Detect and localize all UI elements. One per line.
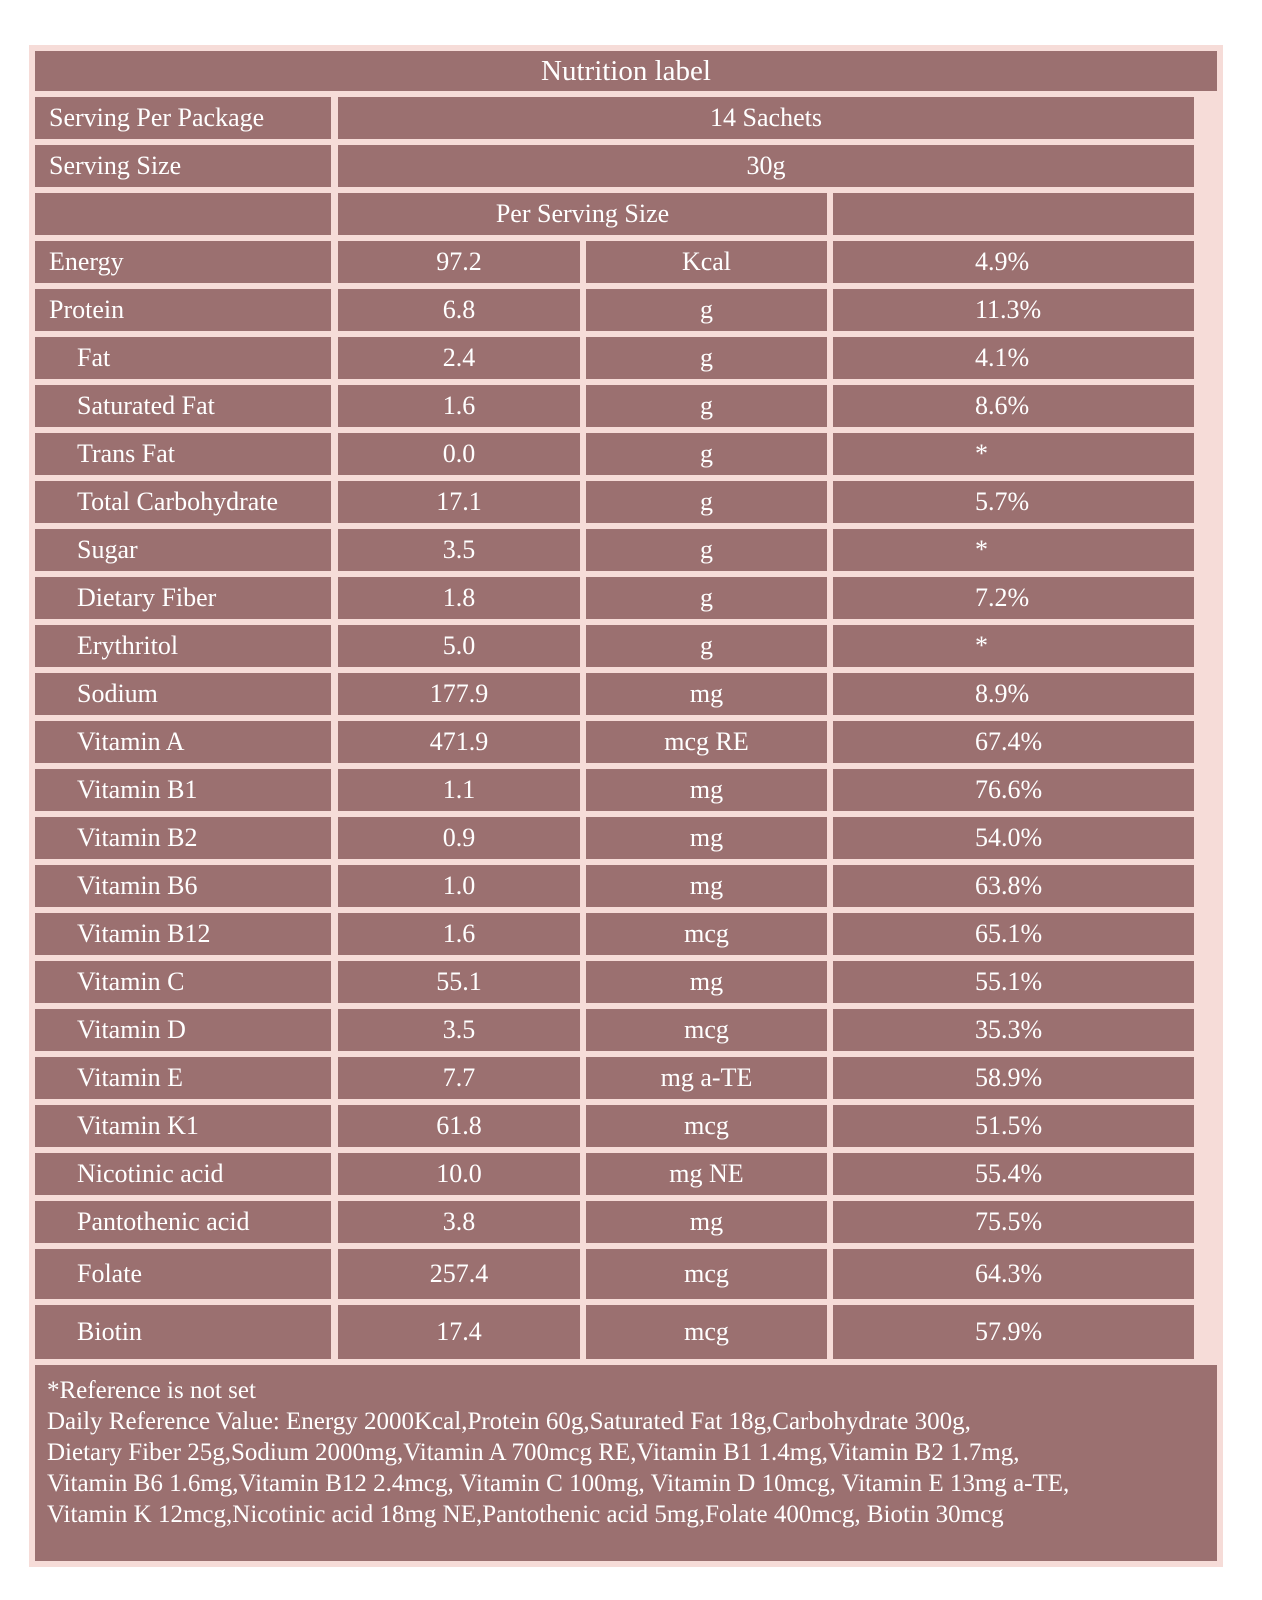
nutrient-daily-value: 5.7% <box>833 481 1194 523</box>
nutrient-amount: 61.8 <box>338 1105 580 1147</box>
nutrient-daily-value: 11.3% <box>833 289 1194 331</box>
nutrient-amount: 10.0 <box>338 1153 580 1195</box>
nutrient-amount: 55.1 <box>338 961 580 1003</box>
nutrient-amount: 7.7 <box>338 1057 580 1099</box>
nutrient-name: Energy <box>35 241 331 283</box>
nutrient-daily-value: * <box>833 529 1194 571</box>
nutrient-name: Dietary Fiber <box>35 577 331 619</box>
footnote-line: Vitamin B6 1.6mg,Vitamin B12 2.4mcg, Vitamin C 100mg, Vitamin D 10mcg, Vitamin E 13mg a-TE, <box>47 1470 1070 1497</box>
nutrient-name: Pantothenic acid <box>35 1201 331 1243</box>
nutrient-unit: mg <box>586 961 827 1003</box>
nutrient-unit: g <box>586 577 827 619</box>
nutrient-name: Vitamin B12 <box>35 913 331 955</box>
nutrient-daily-value: 54.0% <box>833 817 1194 859</box>
nutrient-daily-value: 57.9% <box>833 1305 1194 1359</box>
nutrient-amount: 3.8 <box>338 1201 580 1243</box>
nutrient-name: Fat <box>35 337 331 379</box>
per-serving-header: Per Serving Size <box>338 193 827 235</box>
label-title: Nutrition label <box>35 51 1217 91</box>
nutrient-name: Vitamin K1 <box>35 1105 331 1147</box>
header-dv-cell <box>833 193 1194 235</box>
nutrient-daily-value: 75.5% <box>833 1201 1194 1243</box>
nutrient-daily-value: 8.9% <box>833 673 1194 715</box>
nutrient-amount: 17.4 <box>338 1305 580 1359</box>
footnote-reference-note: *Reference is not set <box>47 1377 256 1404</box>
nutrient-daily-value: 55.4% <box>833 1153 1194 1195</box>
nutrient-amount: 257.4 <box>338 1249 580 1299</box>
nutrient-amount: 0.9 <box>338 817 580 859</box>
nutrient-daily-value: 7.2% <box>833 577 1194 619</box>
nutrient-unit: mcg <box>586 1105 827 1147</box>
nutrient-unit: mg <box>586 673 827 715</box>
nutrient-name: Protein <box>35 289 331 331</box>
nutrient-unit: mcg <box>586 1249 827 1299</box>
nutrient-daily-value: 58.9% <box>833 1057 1194 1099</box>
nutrient-unit: g <box>586 529 827 571</box>
nutrient-name: Sugar <box>35 529 331 571</box>
nutrient-unit: mg <box>586 817 827 859</box>
nutrient-amount: 3.5 <box>338 1009 580 1051</box>
nutrient-amount: 3.5 <box>338 529 580 571</box>
nutrient-unit: mg a-TE <box>586 1057 827 1099</box>
nutrient-amount: 6.8 <box>338 289 580 331</box>
nutrient-name: Vitamin A <box>35 721 331 763</box>
nutrient-unit: mg <box>586 769 827 811</box>
serving-per-package-value: 14 Sachets <box>338 97 1194 139</box>
nutrient-amount: 177.9 <box>338 673 580 715</box>
nutrient-unit: g <box>586 337 827 379</box>
nutrient-amount: 1.8 <box>338 577 580 619</box>
nutrient-amount: 1.6 <box>338 913 580 955</box>
nutrient-daily-value: 8.6% <box>833 385 1194 427</box>
nutrient-daily-value: * <box>833 433 1194 475</box>
nutrient-name: Vitamin B6 <box>35 865 331 907</box>
nutrient-name: Biotin <box>35 1305 331 1359</box>
nutrient-daily-value: 55.1% <box>833 961 1194 1003</box>
nutrient-daily-value: 64.3% <box>833 1249 1194 1299</box>
nutrient-name: Total Carbohydrate <box>35 481 331 523</box>
nutrient-name: Folate <box>35 1249 331 1299</box>
nutrient-daily-value: * <box>833 625 1194 667</box>
nutrient-amount: 2.4 <box>338 337 580 379</box>
nutrient-daily-value: 76.6% <box>833 769 1194 811</box>
nutrient-unit: g <box>586 433 827 475</box>
nutrient-unit: g <box>586 625 827 667</box>
nutrient-daily-value: 51.5% <box>833 1105 1194 1147</box>
nutrient-name: Sodium <box>35 673 331 715</box>
nutrient-unit: mcg <box>586 913 827 955</box>
nutrient-daily-value: 67.4% <box>833 721 1194 763</box>
nutrient-name: Vitamin C <box>35 961 331 1003</box>
nutrient-unit: g <box>586 289 827 331</box>
serving-per-package-label: Serving Per Package <box>35 97 331 139</box>
nutrient-name: Vitamin E <box>35 1057 331 1099</box>
nutrient-unit: mcg <box>586 1305 827 1359</box>
nutrient-name: Vitamin B2 <box>35 817 331 859</box>
nutrient-name: Vitamin B1 <box>35 769 331 811</box>
nutrient-amount: 1.0 <box>338 865 580 907</box>
nutrient-unit: mg NE <box>586 1153 827 1195</box>
nutrient-amount: 97.2 <box>338 241 580 283</box>
nutrient-daily-value: 4.9% <box>833 241 1194 283</box>
nutrient-unit: g <box>586 481 827 523</box>
nutrient-amount: 471.9 <box>338 721 580 763</box>
serving-size-value: 30g <box>338 145 1194 187</box>
footnote <box>35 1365 1217 1561</box>
footnote-line: Vitamin K 12mcg,Nicotinic acid 18mg NE,Pantothenic acid 5mg,Folate 400mcg, Biotin 30mcg <box>47 1501 1004 1528</box>
nutrient-amount: 0.0 <box>338 433 580 475</box>
footnote-line: Dietary Fiber 25g,Sodium 2000mg,Vitamin A 700mcg RE,Vitamin B1 1.4mg,Vitamin B2 1.7mg, <box>47 1439 1020 1466</box>
nutrient-unit: g <box>586 385 827 427</box>
nutrient-unit: mcg RE <box>586 721 827 763</box>
nutrient-name: Trans Fat <box>35 433 331 475</box>
nutrient-amount: 5.0 <box>338 625 580 667</box>
nutrient-daily-value: 4.1% <box>833 337 1194 379</box>
nutrient-name: Saturated Fat <box>35 385 331 427</box>
serving-size-label: Serving Size <box>35 145 331 187</box>
footnote-line: Daily Reference Value: Energy 2000Kcal,Protein 60g,Saturated Fat 18g,Carbohydrate 300g, <box>47 1408 971 1435</box>
nutrient-unit: Kcal <box>586 241 827 283</box>
nutrient-daily-value: 35.3% <box>833 1009 1194 1051</box>
nutrient-amount: 17.1 <box>338 481 580 523</box>
header-blank-cell <box>35 193 331 235</box>
nutrient-unit: mcg <box>586 1009 827 1051</box>
nutrient-name: Nicotinic acid <box>35 1153 331 1195</box>
nutrient-daily-value: 63.8% <box>833 865 1194 907</box>
nutrient-unit: mg <box>586 865 827 907</box>
nutrient-unit: mg <box>586 1201 827 1243</box>
nutrient-name: Vitamin D <box>35 1009 331 1051</box>
nutrient-amount: 1.6 <box>338 385 580 427</box>
nutrient-amount: 1.1 <box>338 769 580 811</box>
nutrient-name: Erythritol <box>35 625 331 667</box>
nutrient-daily-value: 65.1% <box>833 913 1194 955</box>
